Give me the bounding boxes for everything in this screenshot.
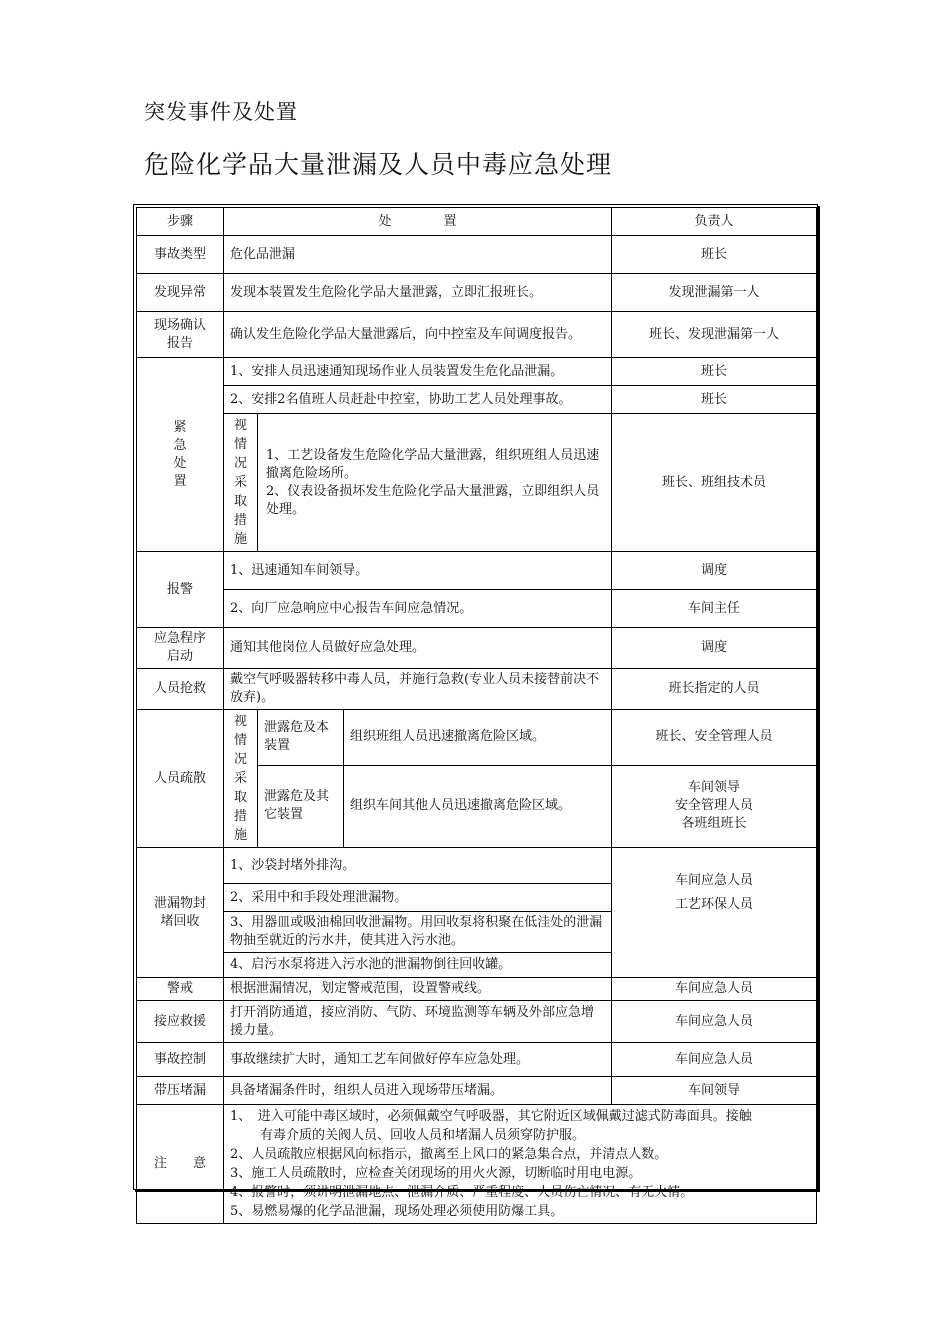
action-cell: 2、向厂应急响应中心报告车间应急情况。 <box>224 590 612 628</box>
table-row <box>137 1105 817 1224</box>
responsible-cell: 班长、班组技术员 <box>612 414 817 552</box>
action-cell: 1、安排人员迅速通知现场作业人员装置发生危化品泄漏。 <box>224 358 612 386</box>
action-cell: 事故继续扩大时，通知工艺车间做好停车应急处理。 <box>224 1043 612 1077</box>
responsible-cell: 班长 <box>612 236 817 274</box>
page-title: 危险化学品大量泄漏及人员中毒应急处理 <box>144 150 613 179</box>
action-line: 1、工艺设备发生危险化学品大量泄露，组织班组人员迅速撤离危险场所。 <box>266 447 600 481</box>
responsible-cell: 发现泄漏第一人 <box>612 274 817 312</box>
step-cell: 接应救援 <box>137 1001 224 1043</box>
step-cell: 警戒 <box>137 978 224 1001</box>
responsible-cell: 车间应急人员 <box>612 1043 817 1077</box>
responsible-line: 工艺环保人员 <box>675 896 754 912</box>
responsible-cell: 班长 <box>612 386 817 414</box>
table-row <box>137 710 817 766</box>
responsible-cell: 车间应急人员 <box>612 1001 817 1043</box>
table-row <box>137 669 817 710</box>
condition-detail-cell: 泄露危及其它装置 <box>258 765 344 847</box>
table-row <box>137 358 817 386</box>
responsible-line: 车间领导 <box>688 780 741 796</box>
table-row <box>137 552 817 590</box>
step-cell: 现场确认报告 <box>137 312 224 358</box>
action-cell: 危化品泄漏 <box>224 236 612 274</box>
table-header-row <box>137 208 817 236</box>
action-cell: 根据泄漏情况，划定警戒范围，设置警戒线。 <box>224 978 612 1001</box>
responsible-cell <box>612 765 817 847</box>
action-cell: 确认发生危险化学品大量泄露后，向中控室及车间调度报告。 <box>224 312 612 358</box>
action-cell: 戴空气呼吸器转移中毒人员，并施行急救(专业人员未接替前决不放弃)。 <box>224 669 612 710</box>
action-line: 2、仪表设备损坏发生危险化学品大量泄露，立即组织人员处理。 <box>266 483 600 517</box>
note-line: 有毒介质的关阀人员、回收人员和堵漏人员须穿防护服。 <box>260 1128 586 1143</box>
step-cell: 紧急处置 <box>137 358 224 552</box>
table-row <box>137 312 817 358</box>
responsible-cell: 班长 <box>612 358 817 386</box>
responsible-cell: 车间主任 <box>612 590 817 628</box>
action-cell: 2、采用中和手段处理泄漏物。 <box>224 884 612 912</box>
header-responsible: 负责人 <box>612 208 817 236</box>
note-line: 3、施工人员疏散时，应检查关闭现场的用火火源，切断临时用电电源。 <box>230 1166 642 1181</box>
step-cell: 带压堵漏 <box>137 1077 224 1105</box>
responsible-cell: 调度 <box>612 552 817 590</box>
condition-detail-cell: 泄露危及本装置 <box>258 710 344 766</box>
step-cell: 注 意 <box>137 1105 224 1224</box>
step-cell: 人员抢救 <box>137 669 224 710</box>
responsible-cell: 调度 <box>612 628 817 669</box>
responsible-line: 各班组班长 <box>681 816 747 832</box>
responsible-cell <box>612 848 817 978</box>
page-heading: 突发事件及处置 <box>144 100 298 124</box>
table-row <box>137 1077 817 1105</box>
action-cell: 通知其他岗位人员做好应急处理。 <box>224 628 612 669</box>
action-cell: 2、安排2名值班人员赶赴中控室，协助工艺人员处理事故。 <box>224 386 612 414</box>
table-row <box>137 978 817 1001</box>
responsible-line: 安全管理人员 <box>675 798 754 814</box>
table-row <box>137 274 817 312</box>
action-cell: 组织车间其他人员迅速撤离危险区域。 <box>344 765 612 847</box>
table-row <box>137 590 817 628</box>
note-line: 5、易燃易爆的化学品泄漏，现场处理必须使用防爆工具。 <box>230 1204 564 1219</box>
notes-cell <box>224 1105 817 1224</box>
procedure-table <box>136 207 817 1224</box>
action-cell: 1、迅速通知车间领导。 <box>224 552 612 590</box>
header-action: 处 置 <box>224 208 612 236</box>
action-cell: 打开消防通道，接应消防、气防、环境监测等车辆及外部应急增援力量。 <box>224 1001 612 1043</box>
action-cell: 1、沙袋封堵外排沟。 <box>224 848 612 884</box>
action-cell: 3、用器皿或吸油棉回收泄漏物。用回收泵将积聚在低洼处的泄漏物抽至就近的污水井，使其进入污水池。 <box>224 912 612 953</box>
step-cell: 事故类型 <box>137 236 224 274</box>
table-row <box>137 386 817 414</box>
action-cell: 4、启污水泵将进入污水池的泄漏物倒往回收罐。 <box>224 953 612 978</box>
note-line: 1、 进入可能中毒区域时，必须佩戴空气呼吸器，其它附近区域佩戴过滤式防毒面具。接触 <box>230 1109 752 1124</box>
action-cell: 组织班组人员迅速撤离危险区域。 <box>344 710 612 766</box>
step-cell: 人员疏散 <box>137 710 224 848</box>
action-cell: 具备堵漏条件时，组织人员进入现场带压堵漏。 <box>224 1077 612 1105</box>
header-step: 步骤 <box>137 208 224 236</box>
action-cell: 发现本装置发生危险化学品大量泄露，立即汇报班长。 <box>224 274 612 312</box>
responsible-cell: 车间应急人员 <box>612 978 817 1001</box>
responsible-cell: 班长、发现泄漏第一人 <box>612 312 817 358</box>
step-cell: 发现异常 <box>137 274 224 312</box>
table-row <box>137 848 817 884</box>
table-row <box>137 628 817 669</box>
responsible-cell: 车间领导 <box>612 1077 817 1105</box>
condition-cell: 视情况采取措施 <box>224 414 258 552</box>
step-cell: 泄漏物封堵回收 <box>137 848 224 978</box>
table-row <box>137 1001 817 1043</box>
table-row <box>137 1043 817 1077</box>
action-cell <box>258 414 612 552</box>
responsible-line: 车间应急人员 <box>675 872 754 888</box>
condition-cell: 视情况采取措施 <box>224 710 258 848</box>
note-line: 4、报警时，须讲明泄漏地点、泄漏介质、严重程度、人员伤亡情况、有无火情。 <box>230 1185 694 1200</box>
step-cell: 事故控制 <box>137 1043 224 1077</box>
table-row <box>137 414 817 552</box>
step-cell: 应急程序启动 <box>137 628 224 669</box>
step-cell: 报警 <box>137 552 224 628</box>
responsible-cell: 班长、安全管理人员 <box>612 710 817 766</box>
note-line: 2、人员疏散应根据风向标指示，撤离至上风口的紧急集合点，并清点人数。 <box>230 1147 668 1162</box>
table-row <box>137 236 817 274</box>
responsible-cell: 班长指定的人员 <box>612 669 817 710</box>
